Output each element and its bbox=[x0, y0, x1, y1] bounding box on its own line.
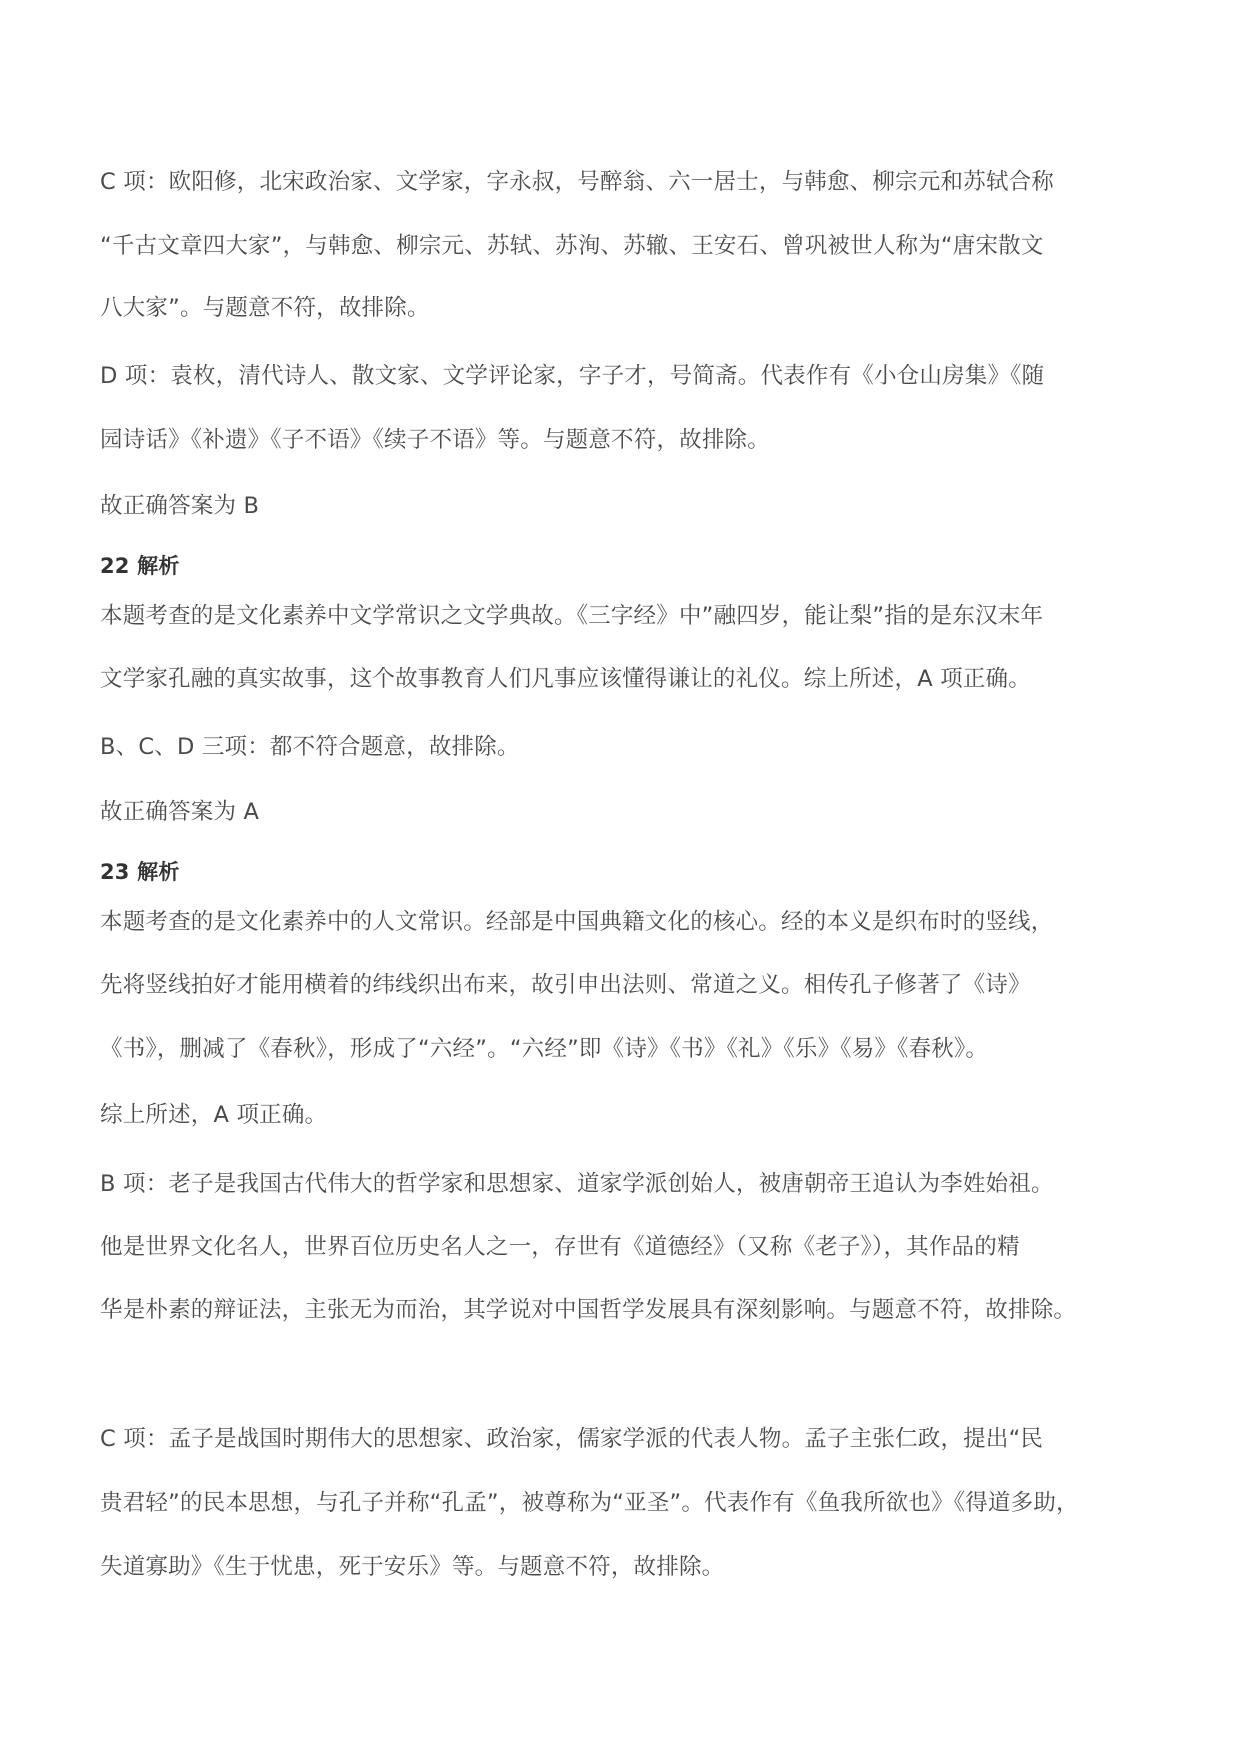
text-line-b-laozi-3: 华是朴素的辩证法，主张无为而治，其学说对中国哲学发展具有深刻影响。与题意不符，故排除。 bbox=[100, 1297, 1077, 1323]
text-line-c-mengzi-1: C 项：孟子是战国时期伟大的思想家、政治家，儒家学派的代表人物。孟子主张仁政，提出“民 bbox=[100, 1426, 1044, 1452]
text-line-c-mengzi-3: 失道寡助》《生于忧患，死于安乐》等。与题意不符，故排除。 bbox=[100, 1554, 725, 1580]
answer-line-22: 故正确答案为 A bbox=[100, 799, 260, 825]
text-line-b-laozi-1: B 项：老子是我国古代伟大的哲学家和思想家、道家学派创始人，被唐朝帝王追认为李姓始祖。 bbox=[100, 1171, 1054, 1197]
text-line-23-2: 先将竖线拍好才能用横着的纬线织出布来，故引申出法则、常道之义。相传孔子修著了《诗》 bbox=[100, 972, 1031, 998]
text-line-c-mengzi-2: 贵君轻”的民本思想，与孔子并称“孔孟”，被尊称为“亚圣”。代表作有《鱼我所欲也》《得道多助， bbox=[100, 1490, 1079, 1516]
text-line-d-yuanmei-1: D 项：袁枚，清代诗人、散文家、文学评论家，字子才，号简斋。代表作有《小仓山房集》《随 bbox=[100, 363, 1045, 389]
text-line-c-ouyangxiu-3: 八大家”。与题意不符，故排除。 bbox=[100, 295, 430, 321]
text-line-22-bcd: B、C、D 三项：都不符合题意，故排除。 bbox=[100, 734, 520, 760]
text-line-22-1: 本题考查的是文化素养中文学常识之文学典故。《三字经》中”融四岁，能让梨”指的是东汉末年 bbox=[100, 603, 1044, 629]
text-line-23-1: 本题考查的是文化素养中的人文常识。经部是中国典籍文化的核心。经的本义是织布时的竖线， bbox=[100, 909, 1054, 935]
text-line-c-ouyangxiu-1: C 项：欧阳修，北宋政治家、文学家，字永叔，号醉翁、六一居士，与韩愈、柳宗元和苏轼合称 bbox=[100, 169, 1054, 195]
text-line-23-3: 《书》，删减了《春秋》，形成了“六经”。“六经”即《诗》《书》《礼》《乐》《易》《春秋》。 bbox=[100, 1036, 989, 1062]
text-line-b-laozi-2: 他是世界文化名人，世界百位历史名人之一，存世有《道德经》（又称《老子》），其作品的精 bbox=[100, 1234, 1020, 1260]
text-line-c-ouyangxiu-2: “千古文章四大家”，与韩愈、柳宗元、苏轼、苏洵、苏辙、王安石、曾巩被世人称为“唐宋散文 bbox=[100, 233, 1044, 259]
text-line-d-yuanmei-2: 园诗话》《补遗》《子不语》《续子不语》等。与题意不符，故排除。 bbox=[100, 427, 770, 453]
section-heading-23: 23 解析 bbox=[100, 860, 180, 884]
text-line-22-2: 文学家孔融的真实故事，这个故事教育人们凡事应该懂得谦让的礼仪。综上所述，A 项正确。 bbox=[100, 666, 1031, 692]
section-heading-22: 22 解析 bbox=[100, 554, 180, 578]
text-line-23-4: 综上所述，A 项正确。 bbox=[100, 1102, 328, 1128]
answer-line-21: 故正确答案为 B bbox=[100, 493, 260, 519]
